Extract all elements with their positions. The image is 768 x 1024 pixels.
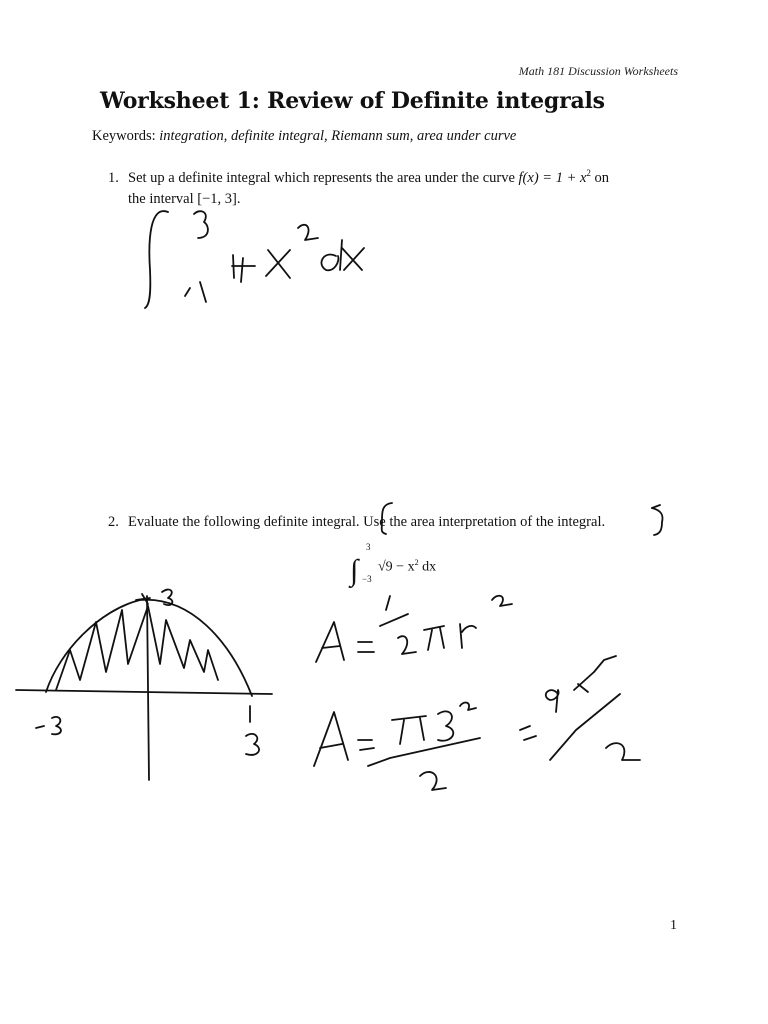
handwritten-integral-answer: [145, 211, 364, 308]
problem-1-interval: the interval [−1, 3].: [128, 190, 241, 207]
semicircle-sketch: [16, 590, 272, 780]
differential: dx: [418, 559, 437, 575]
problem-1-number: 1.: [108, 169, 119, 186]
integral-sign-icon: ∫: [350, 554, 359, 587]
keywords-label: Keywords:: [92, 128, 156, 144]
problem-1-exponent: 2: [586, 168, 591, 178]
problem-2-text: Evaluate the following definite integral. Use the area interpretation of the integral.: [128, 514, 606, 530]
problem-2-number: 2.: [108, 514, 119, 530]
keywords-text: integration, definite integral, Riemann sum, area under curve: [159, 128, 517, 144]
integrand: √9 − x: [378, 559, 415, 575]
worksheet-title: Worksheet 1: Review of Definite integrals: [100, 88, 605, 114]
page-number: 1: [670, 918, 677, 933]
upper-limit: 3: [366, 542, 371, 552]
problem-1-function: f(x) = 1 + x: [518, 169, 587, 186]
lower-limit: −3: [362, 574, 372, 584]
area-formula-line-2: [314, 656, 640, 790]
area-formula-line-1: [316, 596, 512, 662]
problem-1-text-a: Set up a definite integral which represents the area under the curve: [128, 169, 519, 186]
handwritten-brackets: [382, 503, 663, 535]
problem-1-text-b: on: [590, 169, 610, 186]
header-note: Math 181 Discussion Worksheets: [518, 64, 678, 78]
integrand-exponent: 2: [414, 558, 419, 567]
